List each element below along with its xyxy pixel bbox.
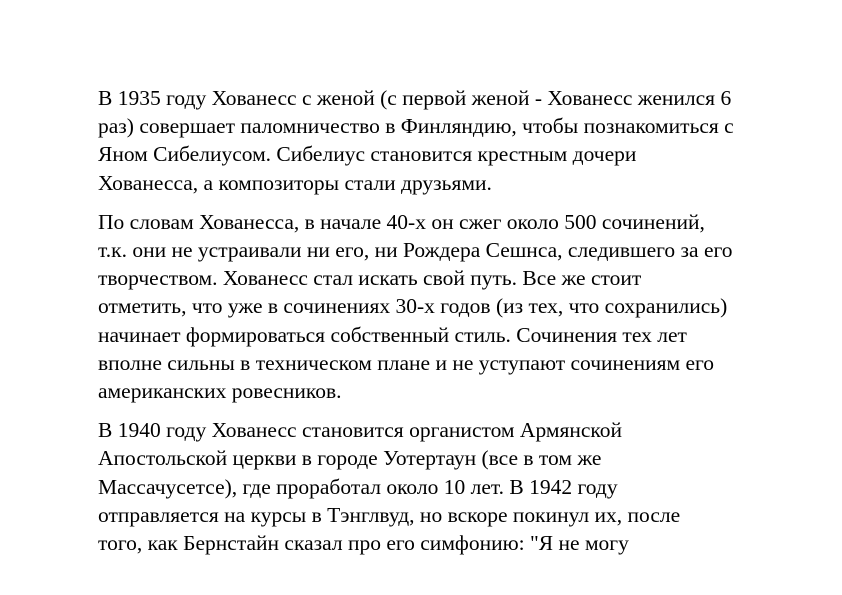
paragraph-2 <box>98 208 758 405</box>
text-line: В 1935 году Хованесс с женой (с первой женой - Хованесс женился 6 <box>98 86 732 110</box>
text-line: вполне сильны в техническом плане и не уступают сочинениям его <box>98 350 715 375</box>
text-line: творчеством. Хованесс стал искать свой путь. Все же стоит <box>98 266 642 291</box>
paragraph-3 <box>98 416 758 557</box>
text-line: раз) совершает паломничество в Финляндию, чтобы познакомиться с <box>98 114 734 139</box>
paragraph-1 <box>98 84 758 197</box>
text-line: американских ровесников. <box>98 379 342 404</box>
text-line: того, как Бернстайн сказал про его симфонию: "Я не могу <box>98 531 629 556</box>
text-line: отправляется на курсы в Тэнглвуд, но вскоре покинул их, после <box>98 502 681 527</box>
text-line: Апостольской церкви в городе Уотертаун (все в том же <box>98 446 602 471</box>
text-line: Яном Сибелиусом. Сибелиус становится крестным дочери <box>98 142 637 167</box>
document-body <box>98 84 758 568</box>
text-line: По словам Хованесса, в начале 40-х он сжег около 500 сочинений, <box>98 209 705 234</box>
text-line: Хованесса, а композиторы стали друзьями. <box>98 170 492 195</box>
text-line: отметить, что уже в сочинениях 30-х годов (из тех, что сохранились) <box>98 294 728 319</box>
text-line: В 1940 году Хованесс становится органистом Армянской <box>98 418 623 443</box>
text-line: т.к. они не устраивали ни его, ни Рождера Сешнса, следившего за его <box>98 238 733 263</box>
text-line: Массачусетсе), где проработал около 10 лет. В 1942 году <box>98 474 618 499</box>
text-line: начинает формироваться собственный стиль. Сочинения тех лет <box>98 322 687 347</box>
